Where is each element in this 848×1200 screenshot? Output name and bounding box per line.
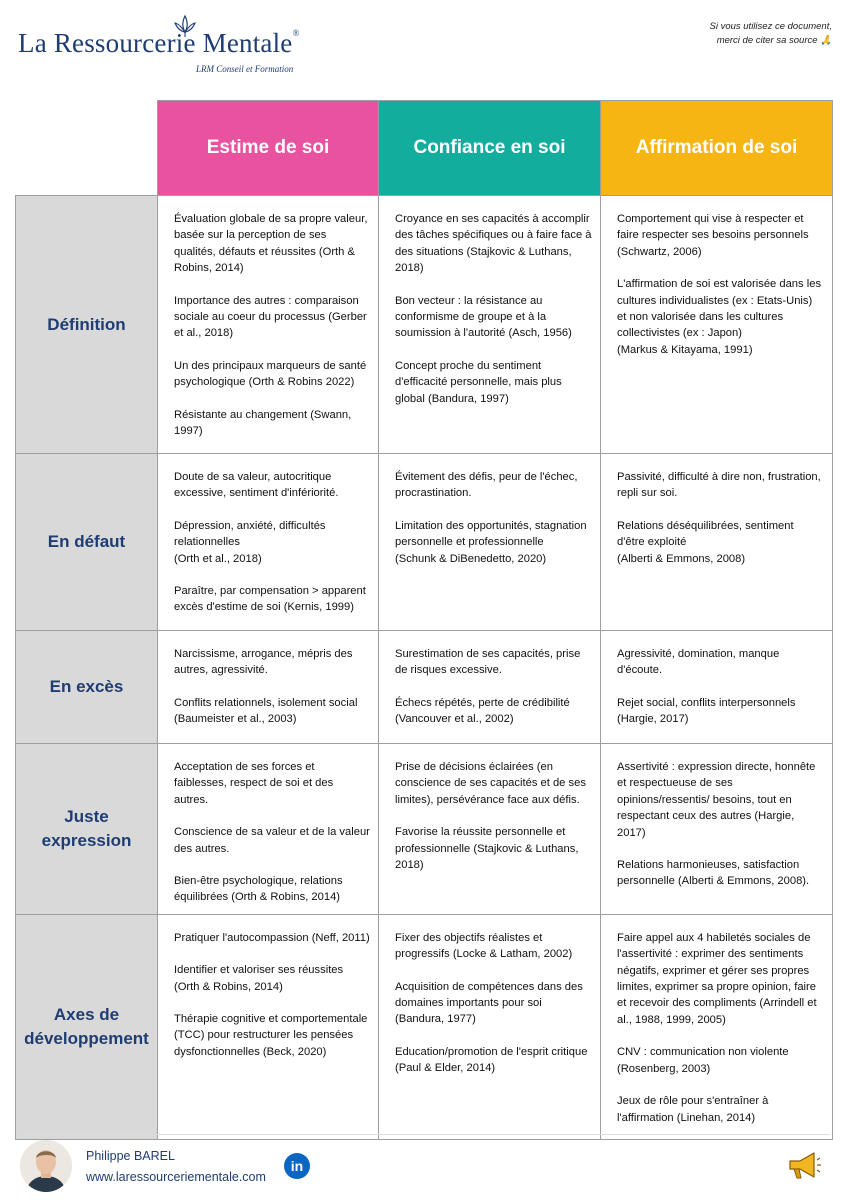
linkedin-icon[interactable]: in: [284, 1153, 310, 1179]
cell-paragraph: L'affirmation de soi est valorisée dans les cultures individualistes (ex : Etats-Unis) et non valorisée dans les cultures collectivistes (ex : Japon) (Markus & Kitayama, 1991): [617, 278, 822, 356]
cell-paragraph: Évaluation globale de sa propre valeur, basée sur la perception de ses qualités, défauts et réussites (Orth & Robins, 2014): [174, 213, 368, 275]
cell-paragraph: Assertivité : expression directe, honnête et respectueuse de ses opinions/ressentis/ besoins, tout en respectant ceux des autres (Hargie, 2017): [617, 761, 816, 839]
column-header-confiance: Confiance en soi: [379, 101, 601, 196]
table-row: [16, 196, 833, 454]
cell-paragraph: Education/promotion de l'esprit critique (Paul & Elder, 2014): [395, 1045, 588, 1075]
cell-paragraph: Pratiquer l'autocompassion (Neff, 2011): [174, 931, 370, 944]
brand-logo: [18, 14, 318, 76]
cell-paragraph: Évitement des défis, peur de l'échec, procrastination.: [395, 471, 578, 500]
cell-paragraph: Acceptation de ses forces et faiblesses, respect de soi et des autres.: [174, 761, 334, 806]
row-header-definition: Définition: [16, 196, 158, 454]
avatar: [20, 1140, 72, 1192]
brand-subtitle: LRM Conseil et Formation: [196, 64, 294, 74]
table-cell: [158, 454, 379, 631]
header-corner: [16, 101, 158, 196]
table-row: [16, 631, 833, 744]
table-cell: [158, 744, 379, 915]
author-name: Philippe BAREL: [86, 1149, 175, 1163]
table-row: [16, 454, 833, 631]
cell-paragraph: Passivité, difficulté à dire non, frustration, repli sur soi.: [617, 471, 821, 500]
cell-paragraph: Fixer des objectifs réalistes et progressifs (Locke & Latham, 2002): [395, 931, 573, 961]
column-header-estime: Estime de soi: [158, 101, 379, 196]
comparison-table: [15, 100, 833, 1140]
table-cell: [158, 196, 379, 454]
cell-paragraph: Un des principaux marqueurs de santé psychologique (Orth & Robins 2022): [174, 359, 367, 389]
cell-paragraph: Échecs répétés, perte de crédibilité (Vancouver et al., 2002): [395, 696, 570, 726]
table-row: [16, 744, 833, 915]
table-row: [16, 914, 833, 1139]
cell-paragraph: Faire appel aux 4 habiletés sociales de l'assertivité : exprimer des sentiments négatifs, exprimer et gérer ses propres limites, exprimer sa propre opinion, faire et recevoir des compliments (Arrindell et al., 1988, 1999, 2005): [617, 931, 817, 1026]
row-header-en-defaut: En défaut: [16, 454, 158, 631]
citation-line-1: Si vous utilisez ce document,: [709, 21, 832, 32]
cell-paragraph: Jeux de rôle pour s'entraîner à l'affirmation (Linehan, 2014): [617, 1095, 769, 1124]
table-cell: [379, 454, 601, 631]
brand-name: La Ressourcerie Mentale: [18, 28, 293, 58]
table-cell: [601, 454, 833, 631]
cell-paragraph: Rejet social, conflits interpersonnels (Hargie, 2017): [617, 696, 796, 726]
cell-paragraph: Conflits relationnels, isolement social (Baumeister et al., 2003): [174, 696, 358, 726]
row-header-axes-developpement: Axes de développement: [16, 914, 158, 1139]
cell-paragraph: Surestimation de ses capacités, prise de risques excessive.: [395, 648, 581, 677]
table-cell: [158, 631, 379, 744]
author-portrait-icon: [20, 1140, 72, 1192]
cell-paragraph: Dépression, anxiété, difficultés relationnelles (Orth et al., 2018): [174, 519, 326, 565]
table-cell: [601, 914, 833, 1139]
cell-paragraph: Acquisition de compétences dans des domaines importants pour soi (Bandura, 1977): [395, 980, 583, 1026]
cell-paragraph: Bien-être psychologique, relations équilibrées (Orth & Robins, 2014): [174, 875, 343, 904]
row-header-en-exces: En excès: [16, 631, 158, 744]
cell-paragraph: Importance des autres : comparaison sociale au coeur du processus (Gerber et al., 2018): [174, 294, 367, 340]
table-cell: [601, 631, 833, 744]
cell-paragraph: Doute de sa valeur, autocritique excessive, sentiment d'infériorité.: [174, 471, 339, 500]
cell-paragraph: Relations harmonieuses, satisfaction personnelle (Alberti & Emmons, 2008).: [617, 859, 810, 888]
cell-paragraph: Prise de décisions éclairées (en conscience de ses capacités et de ses limites), persévérance face aux défis.: [395, 761, 586, 806]
cell-paragraph: Narcissisme, arrogance, mépris des autres, agressivité.: [174, 648, 353, 677]
cell-paragraph: Favorise la réussite personnelle et professionnelle (Stajkovic & Luthans, 2018): [395, 826, 579, 872]
table-cell: [601, 744, 833, 915]
citation-note: [662, 20, 832, 48]
citation-line-2: merci de citer sa source 🙏: [716, 35, 832, 46]
table-cell: [158, 914, 379, 1139]
cell-paragraph: Limitation des opportunités, stagnation personnelle et professionnelle (Schunk & DiBenedetto, 2020): [395, 519, 587, 565]
cell-paragraph: Croyance en ses capacités à accomplir des tâches spécifiques ou à faire face à des situations (Stajkovic & Luthans, 2018): [395, 213, 592, 275]
column-header-affirmation: Affirmation de soi: [601, 101, 833, 196]
cell-paragraph: Agressivité, domination, manque d'écoute.: [617, 648, 780, 677]
cell-paragraph: CNV : communication non violente (Rosenberg, 2003): [617, 1046, 789, 1075]
table-cell: [379, 744, 601, 915]
cell-paragraph: Conscience de sa valeur et de la valeur des autres.: [174, 826, 370, 855]
table-cell: [379, 196, 601, 454]
cell-paragraph: Concept proche du sentiment d'efficacité personnelle, mais plus global (Bandura, 1997): [395, 359, 562, 405]
cell-paragraph: Bon vecteur : la résistance au conformisme de groupe et à la soumission à l'autorité (Asch, 1956): [395, 294, 572, 340]
cell-paragraph: Thérapie cognitive et comportementale (TCC) pour restructurer les pensées dysfonctionnelles (Beck, 2020): [174, 1013, 368, 1058]
footer-divider: [20, 1134, 830, 1135]
cell-paragraph: Relations déséquilibrées, sentiment d'être exploité (Alberti & Emmons, 2008): [617, 519, 794, 565]
cell-paragraph: Paraître, par compensation > apparent excès d'estime de soi (Kernis, 1999): [174, 585, 366, 614]
registered-mark: ®: [292, 28, 300, 38]
brand-title: [18, 28, 300, 59]
table-cell: [379, 631, 601, 744]
cell-paragraph: Identifier et valoriser ses réussites (Orth & Robins, 2014): [174, 964, 344, 993]
cell-paragraph: Comportement qui vise à respecter et faire respecter ses besoins personnels (Schwartz, 2006): [617, 213, 809, 258]
website-link[interactable]: www.laressourceriementale.com: [86, 1170, 266, 1184]
table-cell: [379, 914, 601, 1139]
cell-paragraph: Résistante au changement (Swann, 1997): [174, 408, 352, 438]
row-header-juste-expression: Juste expression: [16, 744, 158, 915]
table-header-row: [16, 101, 833, 196]
megaphone-icon: [786, 1150, 822, 1180]
table-cell: [601, 196, 833, 454]
